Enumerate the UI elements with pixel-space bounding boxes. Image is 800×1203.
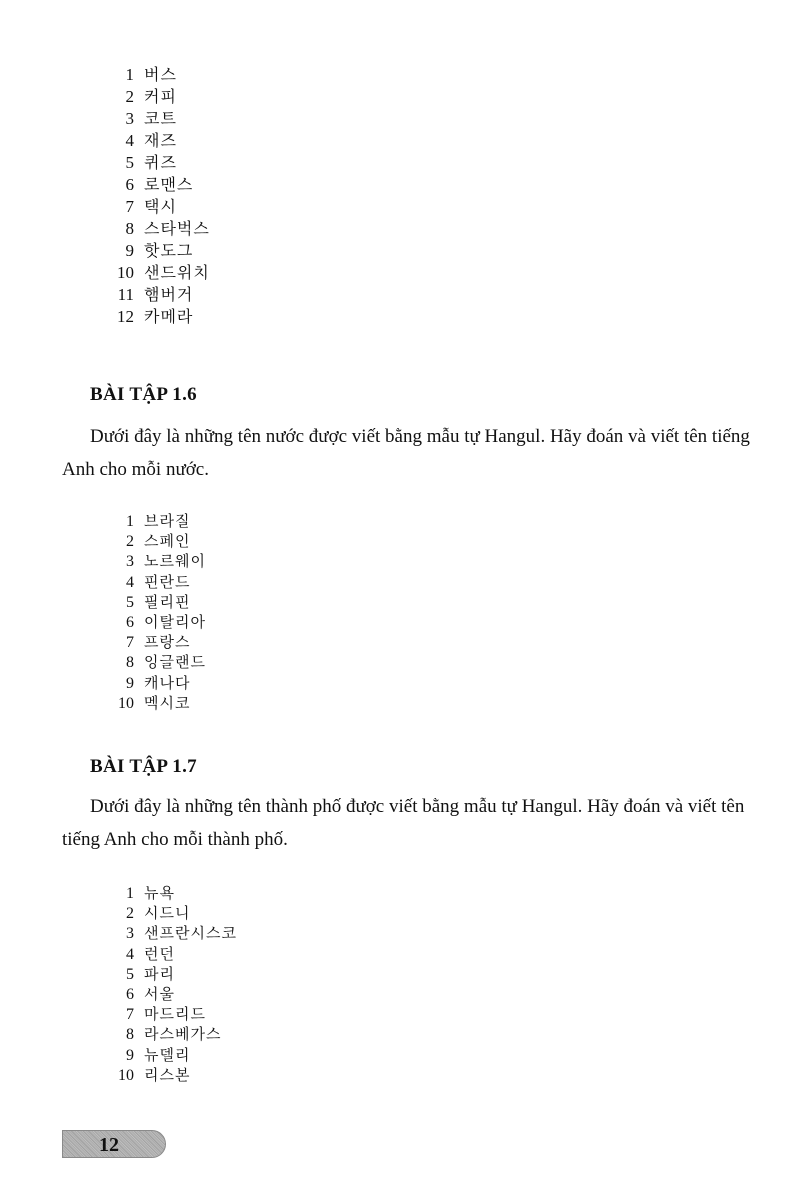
list-item — [106, 1004, 237, 1024]
korean-word: 샌프란시스코 — [144, 924, 237, 943]
list-item — [106, 511, 206, 531]
korean-word: 서울 — [144, 984, 175, 1003]
korean-word: 필리핀 — [144, 592, 191, 611]
list-item — [106, 1045, 237, 1065]
item-number: 2 — [126, 533, 134, 551]
item-number: 1 — [125, 65, 134, 84]
korean-word: 멕시코 — [144, 693, 191, 712]
item-number: 7 — [126, 1006, 134, 1024]
exercise-1-7-title: BÀI TẬP 1.7 — [90, 756, 197, 777]
item-number: 5 — [125, 153, 134, 172]
item-number: 10 — [117, 263, 134, 282]
item-number: 2 — [125, 87, 134, 106]
list-item — [106, 652, 206, 672]
exercise-1-7-instruction: Dưới đây là những tên thành phố được viết bằng mẫu tự Hangul. Hãy đoán và viết tên tiếng Anh cho mỗi thành phố. — [62, 796, 745, 850]
item-number: 6 — [126, 985, 134, 1003]
korean-word: 이탈리아 — [144, 612, 206, 631]
item-number: 5 — [126, 593, 134, 611]
item-number: 7 — [125, 197, 134, 216]
item-number: 10 — [118, 694, 134, 712]
list-item — [106, 196, 210, 218]
list-item — [106, 240, 210, 262]
korean-word: 재즈 — [144, 131, 177, 150]
list-item — [106, 964, 237, 984]
korean-word: 핀란드 — [144, 572, 191, 591]
korean-word: 햄버거 — [144, 285, 194, 304]
list-item — [106, 1065, 237, 1085]
list-item — [106, 1024, 237, 1044]
item-number: 10 — [118, 1066, 134, 1084]
korean-word: 라스베가스 — [144, 1025, 222, 1044]
item-number: 2 — [126, 905, 134, 923]
korean-word: 노르웨이 — [144, 552, 206, 571]
item-number: 3 — [126, 553, 134, 571]
vocabulary-list — [106, 64, 210, 328]
list-item — [106, 923, 237, 943]
korean-word: 카메라 — [144, 307, 194, 326]
list-item — [106, 903, 237, 923]
exercise-1-6-instruction: Dưới đây là những tên nước được viết bằng mẫu tự Hangul. Hãy đoán và viết tên tiếng Anh cho mỗi nước. — [62, 426, 750, 480]
list-item — [106, 673, 206, 693]
list-item — [106, 306, 210, 328]
list-item — [106, 551, 206, 571]
korean-word: 핫도그 — [144, 241, 194, 260]
item-number: 3 — [125, 109, 134, 128]
item-number: 8 — [125, 219, 134, 238]
list-item — [106, 86, 210, 108]
list-item — [106, 218, 210, 240]
item-number: 12 — [117, 307, 134, 326]
list-item — [106, 572, 206, 592]
item-number: 6 — [125, 175, 134, 194]
korean-word: 버스 — [144, 65, 177, 84]
item-number: 5 — [126, 965, 134, 983]
list-item — [106, 64, 210, 86]
korean-word: 브라질 — [144, 512, 191, 530]
list-item — [106, 262, 210, 284]
korean-word: 커피 — [144, 87, 177, 106]
korean-word: 뉴욕 — [144, 884, 175, 902]
item-number: 3 — [126, 925, 134, 943]
list-item — [106, 592, 206, 612]
item-number: 8 — [126, 654, 134, 672]
list-item — [106, 531, 206, 551]
page-number: 12 — [99, 1134, 119, 1156]
list-item — [106, 944, 237, 964]
item-number: 4 — [126, 945, 134, 963]
korean-word: 퀴즈 — [144, 153, 177, 172]
country-list — [106, 511, 206, 713]
korean-word: 런던 — [144, 944, 175, 963]
item-number: 9 — [126, 674, 134, 692]
item-number: 1 — [126, 885, 134, 902]
korean-word: 스타벅스 — [144, 219, 210, 238]
korean-word: 코트 — [144, 109, 177, 128]
list-item — [106, 174, 210, 196]
item-number: 11 — [117, 285, 134, 304]
korean-word: 캐나다 — [144, 673, 191, 692]
list-item — [106, 612, 206, 632]
korean-word: 잉글랜드 — [144, 653, 206, 672]
list-item — [106, 108, 210, 130]
korean-word: 로맨스 — [144, 175, 194, 194]
korean-word: 리스본 — [144, 1065, 191, 1084]
korean-word: 샌드위치 — [144, 263, 210, 282]
item-number: 1 — [126, 513, 134, 530]
list-item — [106, 984, 237, 1004]
item-number: 4 — [126, 573, 134, 591]
item-number: 4 — [125, 131, 134, 150]
korean-word: 프랑스 — [144, 633, 191, 652]
item-number: 8 — [126, 1026, 134, 1044]
list-item — [106, 693, 206, 713]
list-item — [106, 284, 210, 306]
exercise-1-6-title: BÀI TẬP 1.6 — [90, 384, 197, 405]
list-item — [106, 130, 210, 152]
page-number-tab — [62, 1130, 166, 1158]
korean-word: 파리 — [144, 964, 175, 983]
list-item — [106, 883, 237, 903]
korean-word: 스페인 — [144, 532, 191, 551]
korean-word: 뉴델리 — [144, 1045, 191, 1064]
list-item — [106, 152, 210, 174]
item-number: 9 — [125, 241, 134, 260]
korean-word: 택시 — [144, 197, 177, 216]
korean-word: 시드니 — [144, 904, 191, 923]
item-number: 9 — [126, 1046, 134, 1064]
korean-word: 마드리드 — [144, 1005, 206, 1024]
city-list — [106, 883, 237, 1085]
item-number: 6 — [126, 613, 134, 631]
list-item — [106, 632, 206, 652]
item-number: 7 — [126, 634, 134, 652]
